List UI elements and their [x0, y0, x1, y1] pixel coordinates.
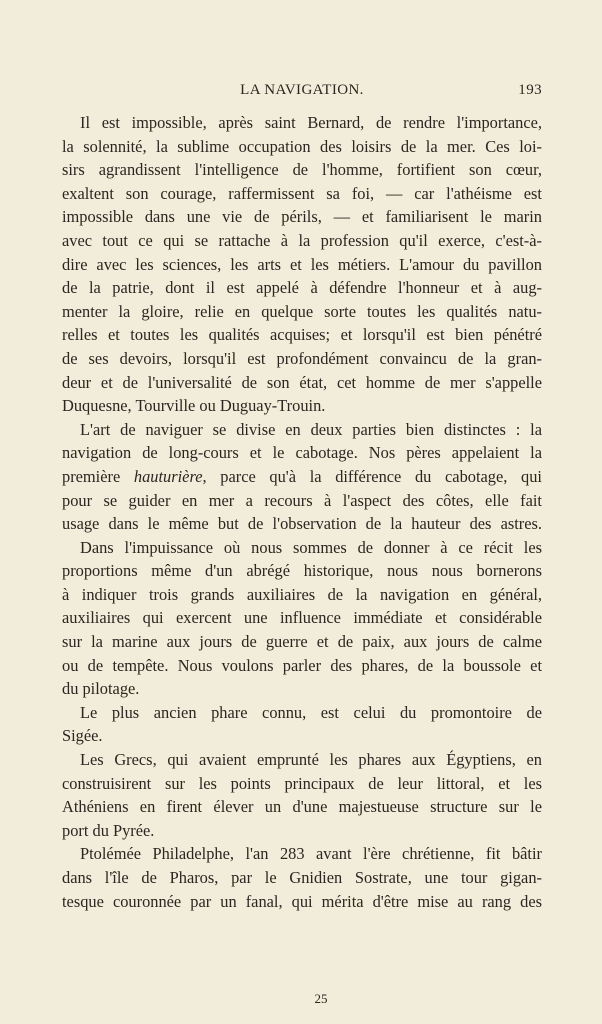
chapter-title: LA NAVIGATION. — [240, 82, 364, 98]
text-line: deur et de l'universalité de son état, cet homme de mer s'appelle — [62, 372, 542, 392]
text-line: à indiquer trois grands auxiliaires de la navigation en général, — [62, 584, 542, 604]
text-line: usage dans le même but de l'observation de la hauteur des astres. — [62, 514, 542, 534]
text-line: de la patrie, dont il est appelé à défendre l'honneur et à aug- — [62, 278, 542, 298]
text-line: sirs agrandissent l'intelligence de l'homme, fortifient son cœur, — [62, 160, 542, 180]
text-line: ou de tempête. Nous voulons parler des phares, de la boussole et — [62, 655, 542, 675]
text-line: du pilotage. — [62, 679, 140, 699]
text-line: Ptolémée Philadelphe, l'an 283 avant l'ère chrétienne, fit bâtir — [80, 844, 542, 864]
text-line: Athéniens en firent élever un d'une majestueuse structure sur le — [62, 797, 542, 817]
text-line: navigation de long-cours et le cabotage. Nos pères appelaient la — [62, 443, 542, 463]
body-text — [62, 111, 542, 913]
page-number: 193 — [518, 82, 542, 98]
text-line: tesque couronnée par un fanal, qui mérita d'être mise au rang des — [62, 891, 542, 911]
text-line: Il est impossible, après saint Bernard, de rendre l'importance, — [80, 113, 542, 132]
text-line: menter la gloire, relie en quelque sorte toutes les qualités natu- — [62, 301, 542, 321]
text-line: construisirent sur les points principaux de leur littoral, et les — [62, 773, 542, 793]
text-line: relles et toutes les qualités acquises; et lorsqu'il est bien pénétré — [62, 325, 542, 345]
signature-mark: 25 — [314, 991, 328, 1006]
text-fragment: première — [62, 466, 134, 486]
italic-term: hauturière — [133, 466, 203, 486]
text-line: dire avec les sciences, les arts et les métiers. L'amour du pavillon — [62, 254, 542, 274]
text-line: pour se guider en mer a recours à l'aspect des côtes, elle fait — [62, 490, 542, 510]
text-line: L'art de naviguer se divise en deux parties bien distinctes : la — [80, 419, 542, 439]
text-line: auxiliaires qui exercent une influence immédiate et considérable — [62, 608, 542, 628]
text-line: Duquesne, Tourville ou Duguay-Trouin. — [62, 396, 326, 416]
text-line: exaltent son courage, raffermissent sa foi, — car l'athéisme est — [62, 183, 542, 203]
text-line: Les Grecs, qui avaient emprunté les phares aux Égyptiens, en — [80, 750, 542, 770]
text-line: de ses devoirs, lorsqu'il est profondément convaincu de la gran- — [62, 348, 542, 368]
text-line: sur la marine aux jours de guerre et de paix, aux jours de calme — [62, 632, 542, 652]
text-line: la solennité, la sublime occupation des loisirs de la mer. Ces loi- — [62, 136, 542, 156]
text-line: Sigée. — [62, 726, 103, 746]
text-line: impossible dans une vie de périls, — et familiarisent le marin — [62, 207, 542, 227]
text-line: Dans l'impuissance où nous sommes de donner à ce récit les — [80, 537, 542, 557]
text-line: dans l'île de Pharos, par le Gnidien Sostrate, une tour gigan- — [62, 868, 542, 887]
running-header — [62, 82, 542, 104]
text-line: avec tout ce qui se rattache à la profession qu'il exerce, c'est-à- — [62, 230, 542, 250]
text-line: proportions même d'un abrégé historique, nous nous bornerons — [62, 561, 542, 581]
text-line: Le plus ancien phare connu, est celui du promontoire de — [80, 702, 542, 722]
text-line: port du Pyrée. — [62, 820, 155, 840]
text-line — [62, 465, 542, 489]
text-fragment: , parce qu'à la différence du cabotage, qui — [202, 466, 542, 486]
